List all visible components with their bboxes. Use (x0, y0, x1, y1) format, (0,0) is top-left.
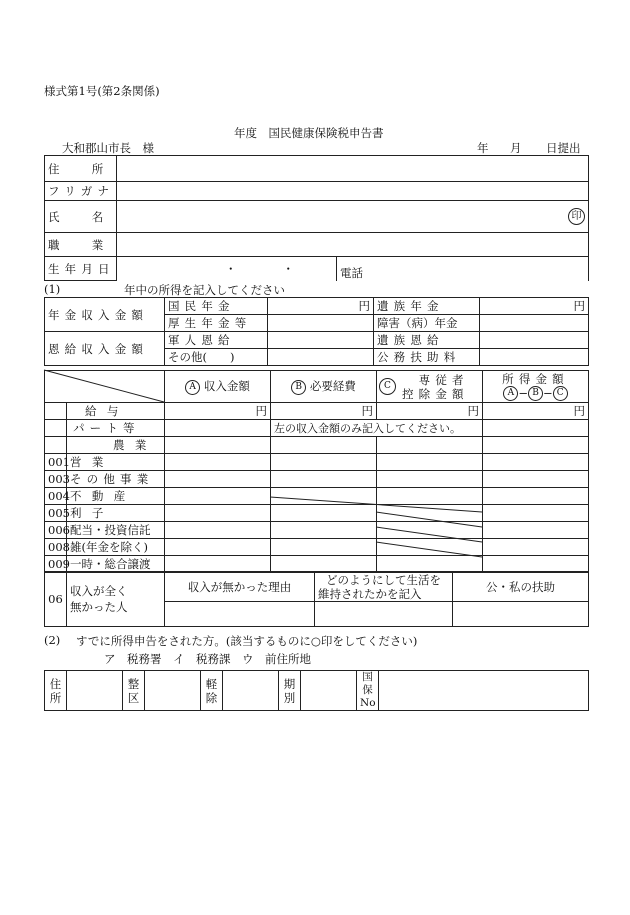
section2-number: (2) (44, 633, 61, 647)
onkyu-income-label: 恩給収入金額 (45, 332, 165, 366)
prior-filing-table (44, 670, 589, 711)
section1-number: (1) (44, 282, 61, 296)
furigana-label: フリガナ (45, 182, 117, 201)
pension-table (44, 297, 589, 366)
no-income-reason-header: 収入が無かった理由 (165, 572, 315, 602)
no-income-code: 06 (45, 572, 67, 627)
pension-amount[interactable] (268, 315, 374, 332)
prior-kokuho-field[interactable] (379, 671, 589, 711)
prior-kibetsu-field[interactable] (301, 671, 357, 711)
col-b-header: B 必要経費 (271, 371, 377, 403)
pension-row-label: 遺族恩給 (374, 332, 480, 349)
prior-kokuho-label: 国保No (357, 671, 379, 711)
no-income-table (44, 571, 589, 627)
mark-c-icon: C (379, 378, 396, 395)
date-month: 月 (510, 141, 522, 155)
col-a-header: A 収入金額 (165, 371, 271, 403)
phone-label: 電話 (340, 265, 363, 280)
form-title: 年度 国民健康保険税申告書 (234, 126, 384, 140)
table-row: 009 一時・総合譲渡 (45, 556, 589, 573)
pension-row-label: 遺族年金 (374, 298, 480, 315)
section1-heading: 年中の所得を記入してください (124, 283, 285, 297)
no-income-support-field[interactable] (453, 602, 589, 627)
table-row: 004 不動産 (45, 488, 589, 505)
pension-amount[interactable] (268, 349, 374, 366)
prior-keijo-label: 軽除 (201, 671, 223, 711)
no-income-how-header: どのようにして生活を 維持されたかを記入 (315, 572, 453, 602)
pension-row-label: 国民年金 (165, 298, 268, 315)
date-year: 年 (477, 141, 489, 155)
col-d-header: 所得金額 A − B − C (483, 371, 589, 403)
furigana-field[interactable] (117, 182, 589, 201)
no-income-support-header: 公・私の扶助 (453, 572, 589, 602)
table-row: 003 その他事業 (45, 471, 589, 488)
no-income-reason-field[interactable] (165, 602, 315, 627)
pension-amount[interactable] (268, 332, 374, 349)
table-row: 農業 (45, 437, 589, 454)
date-submitted: 日提出 (546, 141, 581, 155)
pension-amount[interactable] (480, 349, 589, 366)
table-row: 001 営業 (45, 454, 589, 471)
income-note: 左の収入金額のみ記入してください。 (271, 420, 483, 437)
pension-amount[interactable] (480, 332, 589, 349)
name-label: 氏 名 (45, 201, 117, 233)
table-row: 005 利子 (45, 505, 589, 522)
pension-row-label: 公務扶助料 (374, 349, 480, 366)
mark-a-icon: A (185, 380, 200, 395)
address-field[interactable] (117, 156, 589, 182)
seal-mark-icon: 印 (568, 208, 585, 225)
pension-amount[interactable]: 円 (480, 298, 589, 315)
section2-options: ア 税務署 イ 税務課 ウ 前住所地 (104, 652, 311, 666)
pension-row-label: その他( ) (165, 349, 268, 366)
occupation-field[interactable] (117, 233, 589, 257)
pension-amount[interactable] (480, 315, 589, 332)
occupation-label: 職 業 (45, 233, 117, 257)
income-table (44, 370, 589, 573)
header-diagonal-cell (45, 371, 165, 403)
pension-row-label: 厚生年金等 (165, 315, 268, 332)
prior-kibetsu-label: 期別 (279, 671, 301, 711)
prior-keijo-field[interactable] (223, 671, 279, 711)
pension-income-label: 年金収入金額 (45, 298, 165, 332)
birthdate-field[interactable] (117, 257, 337, 281)
mark-b-icon: B (291, 380, 306, 395)
personal-info-table (44, 155, 589, 281)
name-field[interactable] (117, 201, 589, 233)
form-id: 様式第1号(第2条関係) (44, 84, 160, 98)
table-row: 給与 円 円 円 円 (45, 403, 589, 420)
col-c-header: C 専従者 控除金額 (377, 371, 483, 403)
prior-seiku-label: 整区 (123, 671, 145, 711)
pension-amount[interactable]: 円 (268, 298, 374, 315)
phone-field[interactable] (337, 257, 589, 281)
table-row: 006 配当・投資信託 (45, 522, 589, 539)
birthdate-separators: ・ ・ (225, 261, 294, 276)
birthdate-label: 生年月日 (45, 257, 117, 281)
no-income-label: 収入が全く 無かった人 (67, 572, 165, 627)
prior-address-field[interactable] (67, 671, 123, 711)
no-income-how-field[interactable] (315, 602, 453, 627)
table-row: パート等 左の収入金額のみ記入してください。 (45, 420, 589, 437)
prior-seiku-field[interactable] (145, 671, 201, 711)
table-row: 008 雑(年金を除く) (45, 539, 589, 556)
prior-address-label: 住所 (45, 671, 67, 711)
section2-heading: すでに所得申告をされた方。(該当するものに○印をしてください) (76, 634, 418, 648)
addressee: 大和郡山市長 様 (62, 141, 154, 155)
address-label: 住 所 (45, 156, 117, 182)
pension-row-label: 障害（病）年金 (374, 315, 480, 332)
pension-row-label: 軍人恩給 (165, 332, 268, 349)
